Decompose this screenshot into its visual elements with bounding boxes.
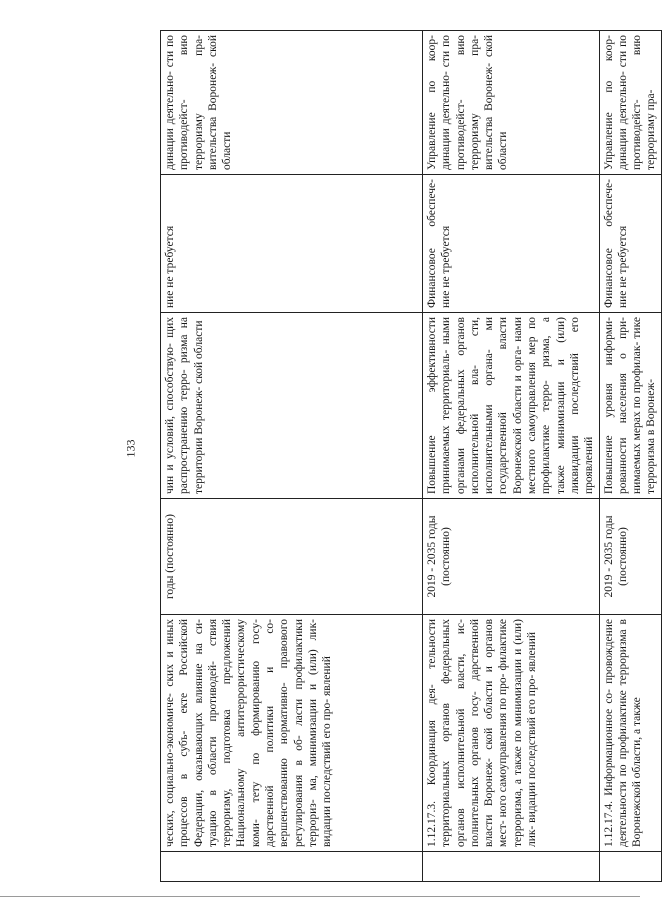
measures-table — [160, 30, 662, 882]
result-cell: Повышение уровня информи- рованности населения о при- нимаемых мерах по профилак- тике терроризма в Воронеж- — [599, 313, 661, 499]
table-row — [423, 31, 600, 882]
result-cell: чин и условий, способствую- щих распространению терро- ризма на территории Воронеж- ской области — [161, 313, 423, 499]
page-bottom-edge — [0, 896, 640, 897]
empty-index-cell — [423, 852, 600, 882]
result-cell: Повышение эффективности принимаемых территориаль- ными органами федеральных органов исполнительной вла- сти, исполнительными органа- ми государственной власти Воронежской области и орга- нами местного самоуправления мер по профилактике терро- ризма, а также минимизации и (или) ликвидации последствий его проявлений — [423, 313, 600, 499]
executor-cell: динации деятельно- сти по противодейст- вию терроризму пра- вительства Воронеж- ской области — [161, 31, 423, 175]
rotated-table-wrapper — [160, 31, 658, 882]
empty-index-cell — [161, 852, 423, 882]
period-cell: годы (постоянно) — [161, 499, 423, 615]
funding-cell: ние не требуется — [161, 175, 423, 313]
period-cell: 2019 - 2035 годы (постоянно) — [599, 499, 661, 615]
table-row — [599, 31, 661, 882]
empty-index-cell — [599, 852, 661, 882]
measure-cell: 1.12.17.3. Координация дея- тельности территориальных органов федеральных органов исполнительной власти, ис- полнительных органов госу- дарственной власти Воронеж- ской области и органов мест- ного самоуправления по про- филактике терроризма, а также по минимизации и (или) лик- видации последствий его про- явлений — [423, 615, 600, 852]
funding-cell: Финансовое обеспече- ние не требуется — [599, 175, 661, 313]
executor-cell: Управление по коор- динации деятельно- сти по противодейст- вию терроризму пра- — [599, 31, 661, 175]
executor-cell: Управление по коор- динации деятельно- сти по противодейст- вию терроризму пра- вительства Воронеж- ской области — [423, 31, 600, 175]
table-row — [161, 31, 423, 882]
page-number: 133 — [123, 439, 138, 458]
funding-cell: Финансовое обеспече- ние не требуется — [423, 175, 600, 313]
measure-cell: 1.12.17.4. Информационное со- провождение деятельности по профилактике терроризма в Воронежской области, а также — [599, 615, 661, 852]
period-cell: 2019 - 2035 годы (постоянно) — [423, 499, 600, 615]
measure-cell: ческих, социально-экономиче- ских и иных процессов в субъ- екте Российской Федерации, оказывающих влияние на си- туацию в области противодей- ствия терроризму, подготовка предложений Национальному антитеррористическому коми- тету по формированию госу- дарственной политики и со- вершенствованию нормативно- правового регулирования в об- ласти профилактики террориз- ма, минимизации и (или) лик- видации последствий его про- явлений — [161, 615, 423, 852]
